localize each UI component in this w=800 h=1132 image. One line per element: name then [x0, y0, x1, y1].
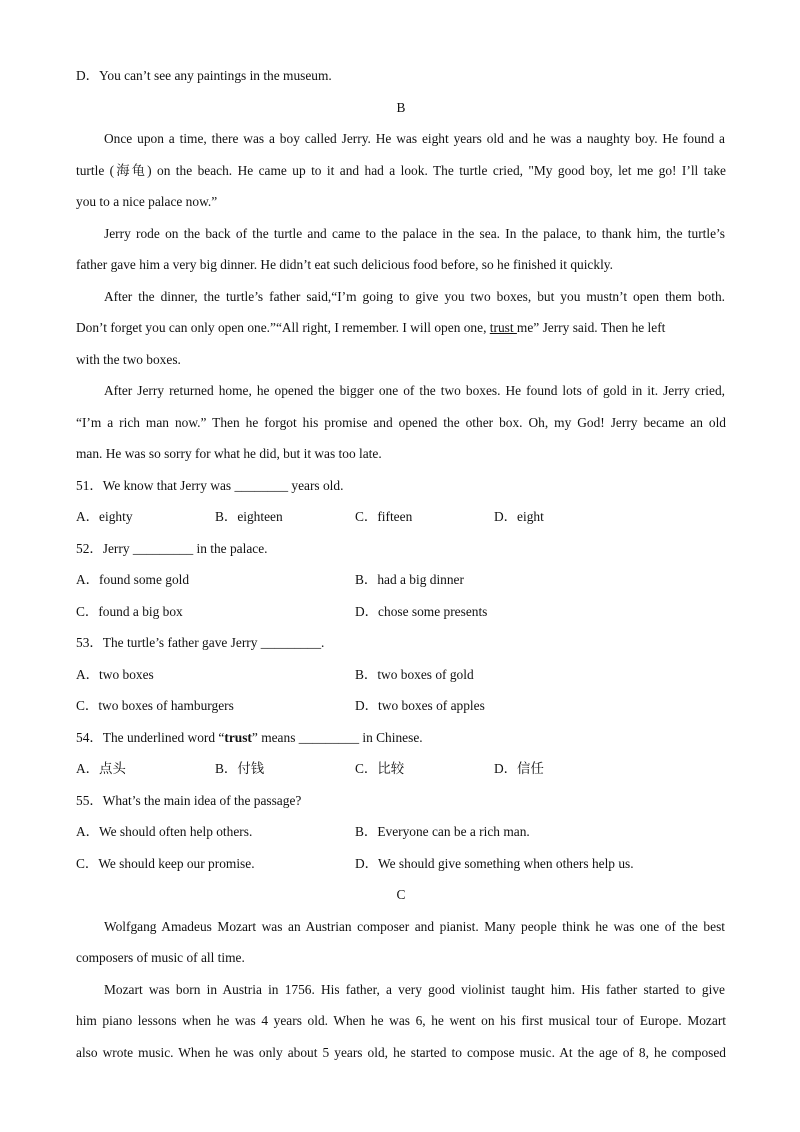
passage-b-p2-line2: father gave him a very big dinner. He didn’t eat such delicious food before, so he finished it quickly.: [76, 257, 613, 272]
section-c-heading: C: [396, 887, 406, 902]
passage-c-p2-line1: Mozart was born in Austria in 1756. His father, a very good violinist taught him. His father started to give: [104, 982, 725, 997]
passage-c-p2-line3: also wrote music. When he was only about 5 years old, he started to compose music. At the age of 8, he composed: [76, 1045, 726, 1060]
question-51-option-c: C．fifteen: [355, 509, 413, 524]
passage-b-p1-line1: Once upon a time, there was a boy called Jerry. He was eight years old and he was a naughty boy. He found a: [104, 131, 725, 146]
question-54-option-c: C．比较: [355, 761, 405, 776]
question-55-option-c: C．We should keep our promise.: [76, 856, 255, 871]
passage-b-p4-line1: After Jerry returned home, he opened the bigger one of the two boxes. He found lots of gold in it. Jerry cried,: [104, 383, 725, 398]
question-51-option-d: D．eight: [494, 509, 544, 524]
question-54-stem-end: ” means _________ in Chinese.: [251, 730, 423, 745]
question-55-option-d: D．We should give something when others help us.: [355, 856, 634, 871]
passage-b-p4-line3: man. He was so sorry for what he did, but it was too late.: [76, 446, 382, 461]
question-54-stem-start: 54．The underlined word “: [76, 730, 225, 745]
passage-b-p3-line2-end: me” Jerry said. Then he left: [516, 320, 666, 335]
passage-b-p1-line3: you to a nice palace now.”: [76, 194, 218, 209]
question-54-option-d: D．信任: [494, 761, 544, 776]
passage-b-p3-line2-start: Don’t forget you can only open one.”“All right, I remember. I will open one,: [76, 320, 490, 335]
question-53-option-b: B．two boxes of gold: [355, 667, 474, 682]
passage-b-p2-line1: Jerry rode on the back of the turtle and came to the palace in the sea. In the palace, to thank him, the turtle’s: [104, 226, 725, 241]
question-52-stem: 52．Jerry _________ in the palace.: [76, 541, 268, 556]
question-55-option-b: B．Everyone can be a rich man.: [355, 824, 530, 839]
question-52-option-a: A．found some gold: [76, 572, 190, 587]
passage-c-p2-line2: him piano lessons when he was 4 years old. When he was 6, he went on his first musical tour of Europe. Mozart: [76, 1013, 726, 1028]
question-53-option-a: A．two boxes: [76, 667, 154, 682]
passage-b-p3-line1: After the dinner, the turtle’s father said,“I’m going to give you two boxes, but you mustn’t open them both.: [104, 289, 725, 304]
question-55-option-a: A．We should often help others.: [76, 824, 253, 839]
question-52-option-d: D．chose some presents: [355, 604, 488, 619]
question-53-option-c: C．two boxes of hamburgers: [76, 698, 234, 713]
underlined-word-trust: trust: [489, 320, 517, 335]
question-54-bold-word: trust: [224, 730, 252, 745]
passage-b-p1-line2: turtle (海龟) on the beach. He came up to it and had a look. The turtle cried, "My good boy, let me go! I’ll take: [76, 163, 726, 178]
previous-question-option-d: D．You can’t see any paintings in the museum.: [76, 68, 332, 83]
question-51-option-b: B．eighteen: [215, 509, 283, 524]
question-53-stem: 53．The turtle’s father gave Jerry _________.: [76, 635, 325, 650]
passage-b-p3-line3: with the two boxes.: [76, 352, 181, 367]
question-51-stem: 51．We know that Jerry was ________ years old.: [76, 478, 344, 493]
section-b-heading: B: [396, 100, 406, 115]
question-51-option-a: A．eighty: [76, 509, 133, 524]
question-54-stem: [76, 729, 726, 747]
question-55-stem: 55．What’s the main idea of the passage?: [76, 793, 302, 808]
question-52-option-c: C．found a big box: [76, 604, 183, 619]
question-53-option-d: D．two boxes of apples: [355, 698, 485, 713]
passage-c-p1-line1: Wolfgang Amadeus Mozart was an Austrian composer and pianist. Many people think he was one of the best: [104, 919, 725, 934]
question-54-option-b: B．付钱: [215, 761, 265, 776]
passage-c-p1-line2: composers of music of all time.: [76, 950, 245, 965]
passage-b-p4-line2: “I’m a rich man now.” Then he forgot his promise and opened the other box. Oh, my God! Jerry became an old: [76, 415, 726, 430]
passage-b-p3-line2: [76, 319, 726, 337]
question-52-option-b: B．had a big dinner: [355, 572, 464, 587]
question-54-option-a: A．点头: [76, 761, 126, 776]
